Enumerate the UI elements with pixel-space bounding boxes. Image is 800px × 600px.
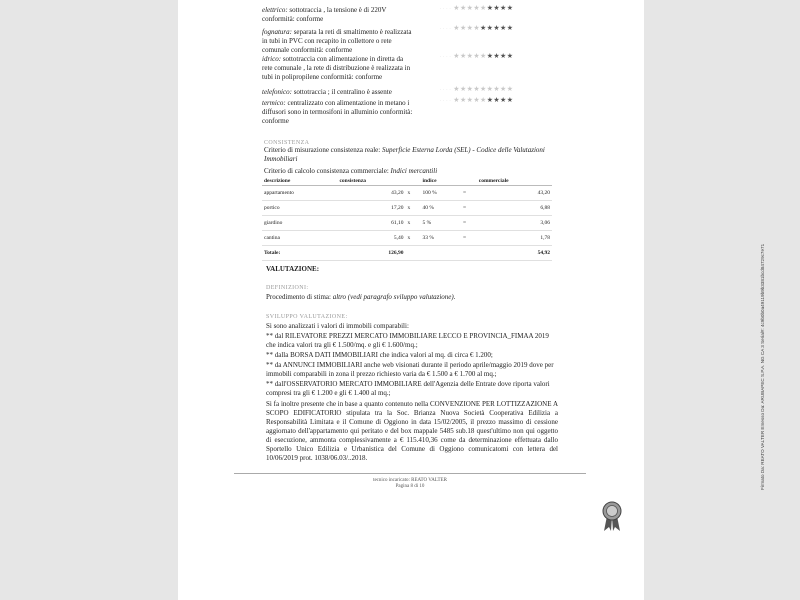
list-item: ** dalla BORSA DATI IMMOBILIARI che indica valori al mq. di circa € 1.200; <box>266 351 493 359</box>
system-name: idrico: <box>262 55 282 63</box>
table-header: consistenza <box>337 177 405 186</box>
system-item-telefonico <box>262 88 414 97</box>
table-cell: 5 % <box>420 216 461 231</box>
table-cell: x <box>405 231 420 246</box>
table-cell: 61,10 <box>337 216 405 231</box>
criterio-calcolo-value: Indici mercantili <box>390 167 438 175</box>
table-cell: 54,92 <box>477 246 552 261</box>
list-item: ** dal RILEVATORE PREZZI MERCATO IMMOBILIARE LECCO E PROVINCIA_FIMAA 2019 che indica valori tra gli € 1.500/mq. e gli € 1.600/mq.; <box>266 332 549 349</box>
table-cell: 43,20 <box>477 186 552 201</box>
table-header: commerciale <box>477 177 552 186</box>
system-item-fognatura <box>262 28 414 55</box>
table-cell: 40 % <box>420 201 461 216</box>
table-cell: 3,06 <box>477 216 552 231</box>
seal-ribbon-icon <box>600 500 624 532</box>
table-cell: 126,90 <box>337 246 405 261</box>
section-label-definizioni: DEFINIZIONI: <box>266 285 309 291</box>
convenzione-paragraph: Si fa inoltre presente che in base a quanto contenuto nella CONVENZIONE PER LOTTIZZAZIONE A SCOPO EDIFICATORIO stipulata tra la Soc. Brianza Nuova Società Cooperativa Edilizia a Responsabilità Limitata e il Comune di Oggiono in data 15/02/2005, il prezzo massimo di cessione aggiornato dell'appartamento qui peritato e del box mappale 5485 sub.18 quest'ultimo non qui oggetto di esecuzione, ammonta complessivamente a € 115.410,36 come da determinazione effettuata dallo Sportello Unico Edilizia e Urbanistica del Comune di Oggiono comunicatomi con lettera del 10/06/2019 prot. 1038/06.03/..2018. <box>266 400 558 462</box>
table-cell: = <box>461 186 477 201</box>
system-name: telefonico: <box>262 88 292 96</box>
table-cell <box>461 246 477 261</box>
list-item: ** da ANNUNCI IMMOBILIARI anche web visionati durante il periodo aprile/maggio 2019 dove per immobili comparabili in zona il prezzo richiesto varia da € 1.500 a € 1.700 al mq.; <box>266 361 554 378</box>
table-cell: x <box>405 186 420 201</box>
list-item: ** dall'OSSERVATORIO MERCATO IMMOBILIARE dell'Agenzia delle Entrate dove riporta valori compresi tra gli € 1.200 e gli € 1.400 al mq.; <box>266 380 550 397</box>
system-name: termico: <box>262 99 286 107</box>
rating-stars-fognatura: · · · · ★★★★★★★★★ <box>440 24 514 32</box>
table-row <box>262 201 552 216</box>
table-cell: x <box>405 201 420 216</box>
table-row <box>262 216 552 231</box>
sviluppo-intro: Si sono analizzati i valori di immobili comparabili: <box>266 322 409 330</box>
table-row <box>262 231 552 246</box>
system-text: sottotraccia con alimentazione in diretta da rete comunale , la rete di distribuzione è realizzata in tubi in polipropilene conformità: conforme <box>262 55 411 81</box>
table-cell: 1,78 <box>477 231 552 246</box>
table-row <box>262 186 552 201</box>
criterio-calcolo-prefix: Criterio di calcolo consistenza commerciale: <box>264 167 389 175</box>
rating-stars-elettrico: · · · · ★★★★★★★★★ <box>440 4 514 12</box>
table-header: indice <box>420 177 461 186</box>
criterio-misurazione-prefix: Criterio di misurazione consistenza reale: <box>264 146 381 154</box>
section-label-consistenza: CONSISTENZA <box>264 140 310 146</box>
footer-divider <box>234 473 586 474</box>
digital-signature-text: Firmato Da: REATO VALTER Emesso Da: ARUBAPEC S.P.A. NG CA 3 Serial#: 4c9b0b0a49119b9b3381bcd84729c7e71 <box>760 243 765 490</box>
table-total-row <box>262 246 552 261</box>
system-name: fognatura: <box>262 28 292 36</box>
table-cell: giardino <box>262 216 337 231</box>
system-name: elettrico: <box>262 6 288 14</box>
consistenza-table <box>262 177 552 261</box>
footer-page-number: Pagina 8 di 10 <box>395 484 425 489</box>
rating-stars-telefonico: · · · · ★★★★★★★★★ <box>440 85 514 93</box>
section-heading-valutazione: VALUTAZIONE: <box>266 265 320 273</box>
system-item-elettrico <box>262 6 414 24</box>
table-cell: = <box>461 216 477 231</box>
rating-stars-idrico: · · · · ★★★★★★★★★ <box>440 52 514 60</box>
table-cell: = <box>461 201 477 216</box>
table-cell: 5,40 <box>337 231 405 246</box>
procedimento-prefix: Procedimento di stima: <box>266 293 331 301</box>
table-cell: 43,20 <box>337 186 405 201</box>
system-text: sottotraccia , la tensione è di 220V conformità: conforme <box>262 6 387 23</box>
table-cell: appartamento <box>262 186 337 201</box>
table-cell: = <box>461 231 477 246</box>
document-page <box>178 0 644 600</box>
table-cell: 6,88 <box>477 201 552 216</box>
procedimento-stima <box>266 293 566 302</box>
table-cell: 100 % <box>420 186 461 201</box>
table-cell: portico <box>262 201 337 216</box>
criterio-misurazione <box>264 146 564 164</box>
table-cell: 33 % <box>420 231 461 246</box>
table-cell <box>420 246 461 261</box>
rating-stars-termico: · · · · ★★★★★★★★★ <box>440 96 514 104</box>
section-label-sviluppo: SVILUPPO VALUTAZIONE: <box>266 314 348 320</box>
table-cell: 17,20 <box>337 201 405 216</box>
table-cell: x <box>405 216 420 231</box>
system-text: separata la reti di smaltimento è realizzata in tubi in PVC con recapito in collettore o rete comunale conformità: conforme <box>262 28 412 54</box>
table-cell: cantina <box>262 231 337 246</box>
procedimento-value: altro (vedi paragrafo sviluppo valutazione). <box>332 293 456 301</box>
table-header: descrizione <box>262 177 337 186</box>
system-item-termico <box>262 99 414 126</box>
table-header-row <box>262 177 552 186</box>
table-cell <box>405 246 420 261</box>
system-text: centralizzato con alimentazione in metano i diffusori sono in termosifoni in alluminio conformità: conforme <box>262 99 413 125</box>
footer-technician: tecnico incaricato: REATO VALTER <box>373 478 447 483</box>
table-cell: Totale: <box>262 246 337 261</box>
criterio-misurazione-value: Superficie Esterna Lorda (SEL) - Codice delle Valutazioni Immobiliari <box>264 146 545 163</box>
criterio-calcolo <box>264 167 564 176</box>
system-item-idrico <box>262 55 414 82</box>
system-text: sottotraccia ; il centralino è assente <box>293 88 392 96</box>
table-header <box>405 177 420 186</box>
table-header <box>461 177 477 186</box>
